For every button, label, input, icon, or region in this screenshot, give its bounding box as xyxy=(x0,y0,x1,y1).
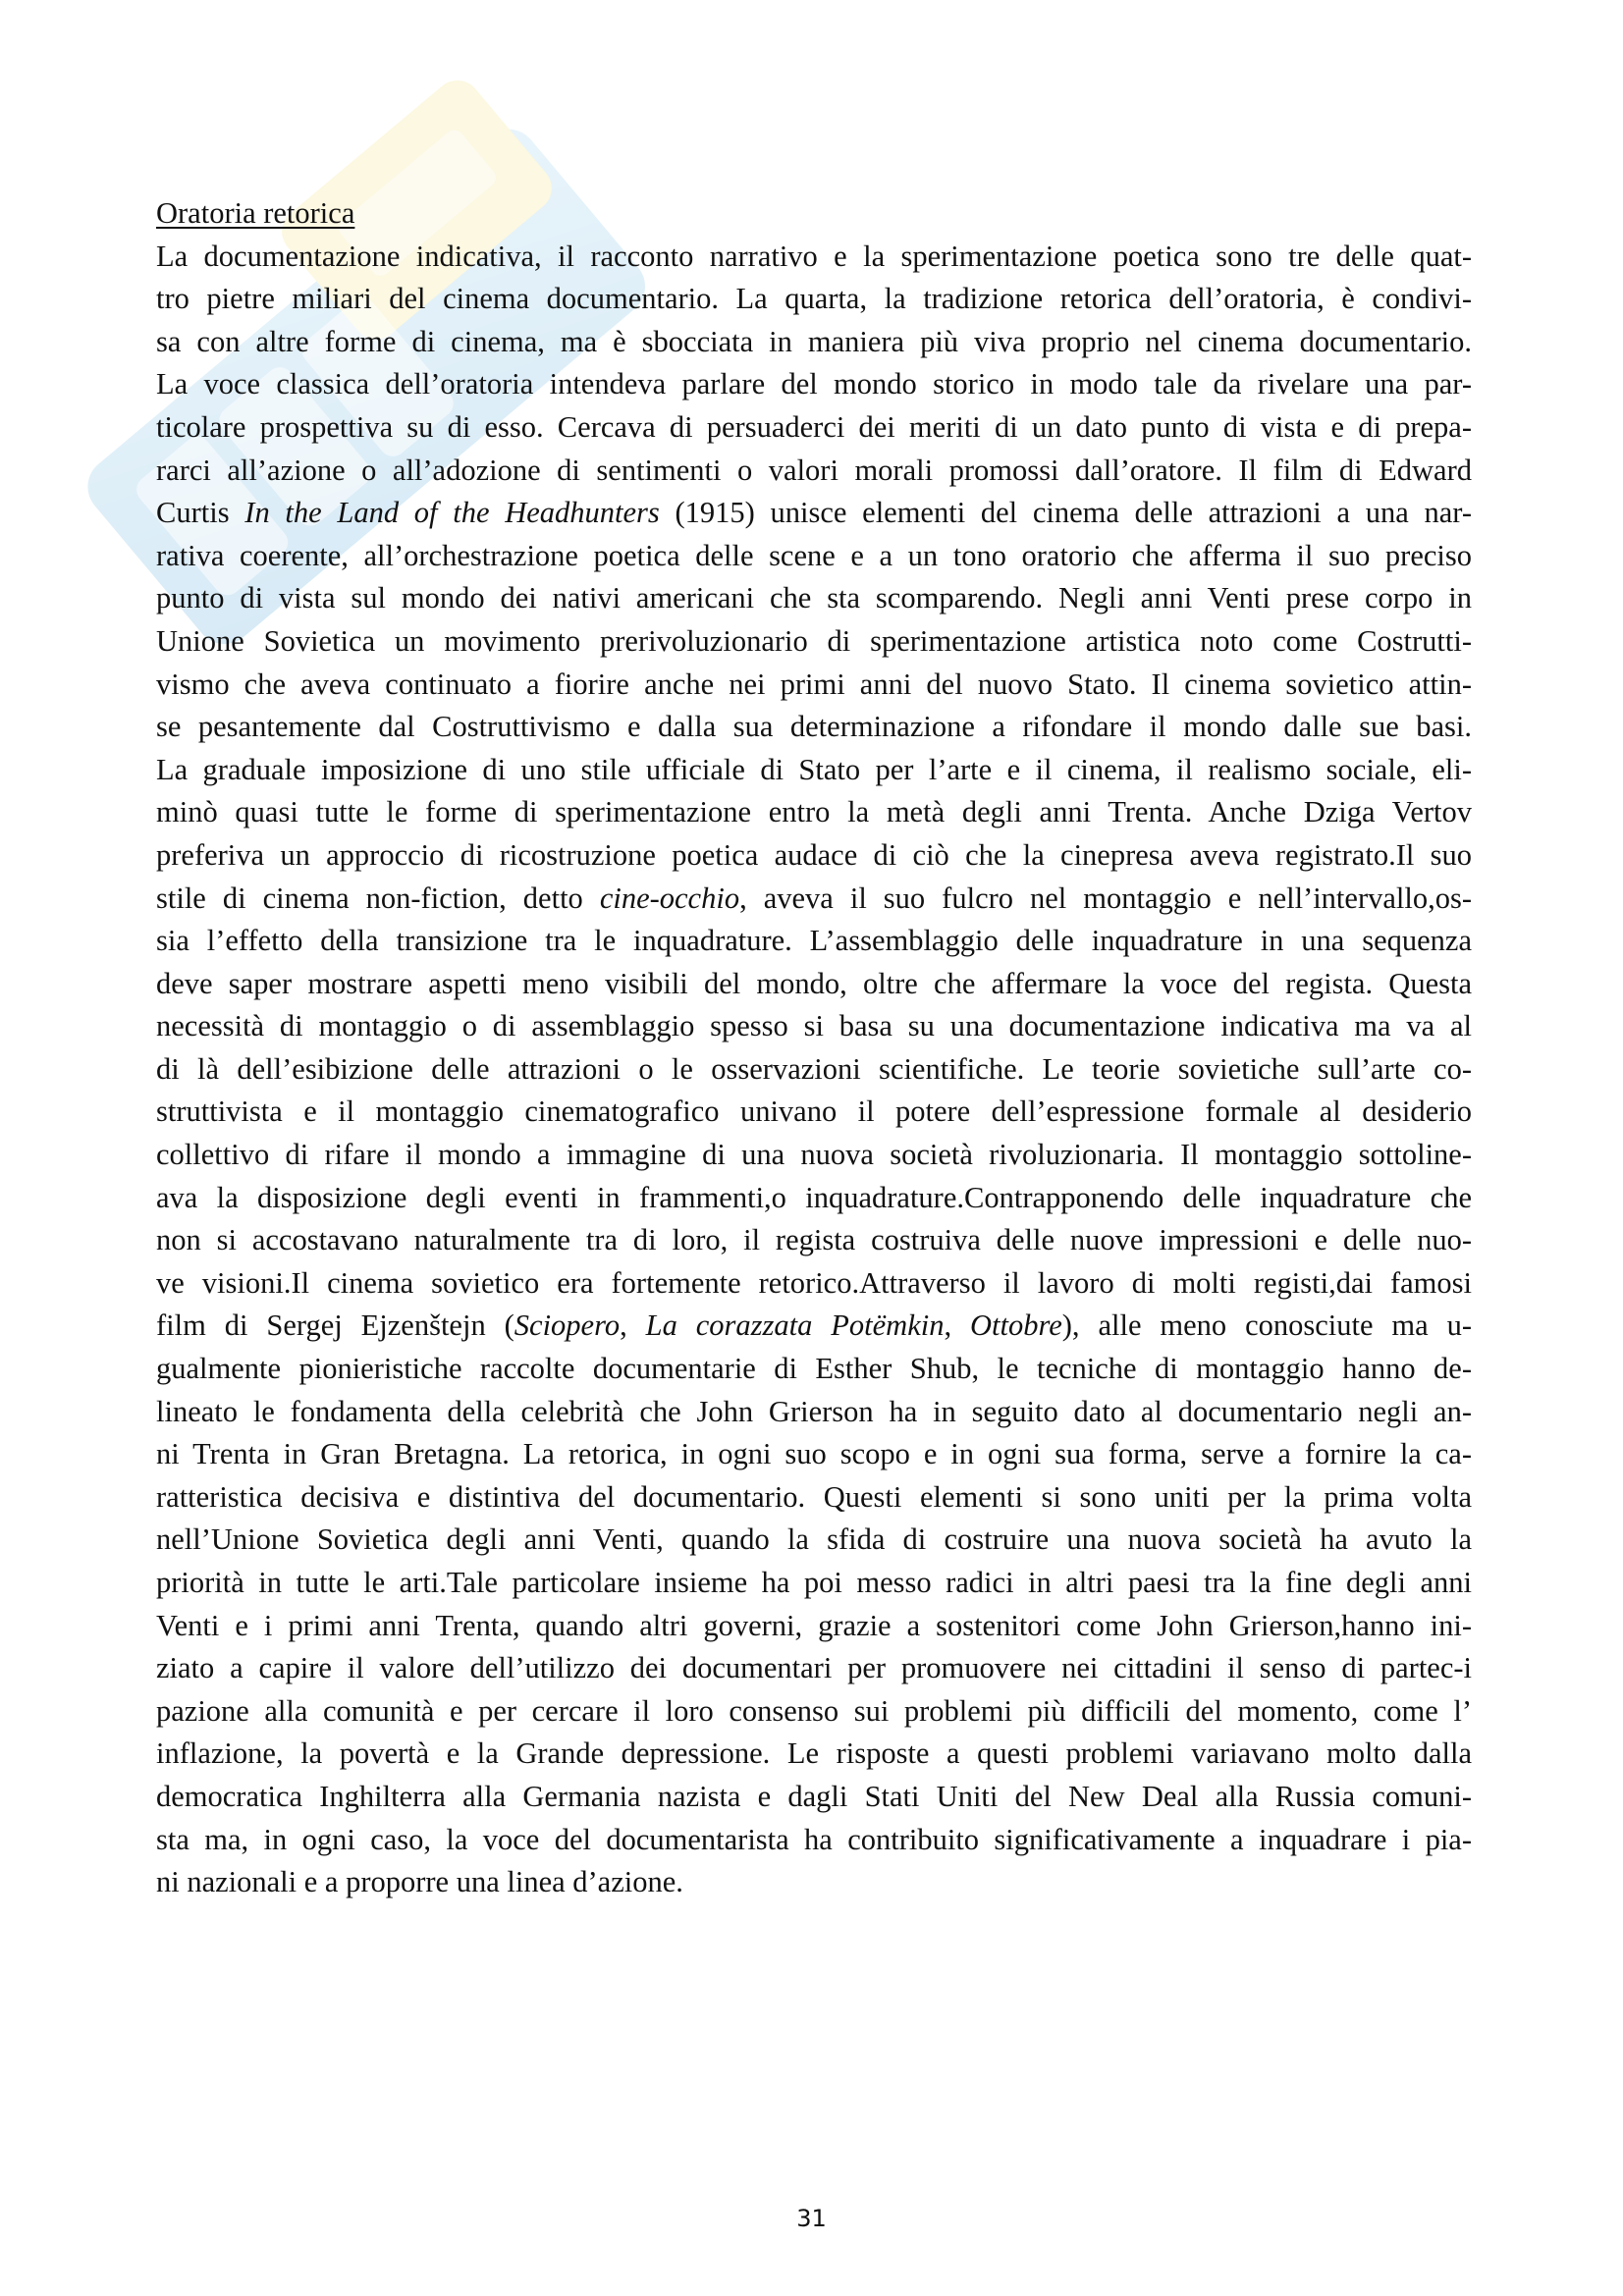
document-body xyxy=(156,192,1472,1904)
text-line: ava la disposizione degli eventi in frammenti,o inquadrature.Contrapponendo delle inquadrature che xyxy=(156,1180,1472,1214)
text-line: nell’Unione Sovietica degli anni Venti, quando la sfida di costruire una nuova società ha avuto la xyxy=(156,1522,1472,1557)
text-line: minò quasi tutte le forme di sperimentazione entro la metà degli anni Trenta. Anche Dziga Vertov xyxy=(156,795,1472,829)
text-line: vismo che aveva continuato a fiorire anche nei primi anni del nuovo Stato. Il cinema sovietico attin- xyxy=(156,667,1472,701)
text-line: Curtis In the Land of the Headhunters (1915) unisce elementi del cinema delle attrazioni a una nar- xyxy=(156,496,1472,530)
text-line: struttivista e il montaggio cinematografico univano il potere dell’espressione formale al desiderio xyxy=(156,1095,1472,1129)
italic-title: Sciopero xyxy=(514,1308,621,1343)
text-line: se pesantemente dal Costruttivismo e dalla sua determinazione a rifondare il mondo dalle sue basi. xyxy=(156,710,1472,744)
italic-title: cine-occhio xyxy=(599,881,740,915)
text-line: ticolare prospettiva su di esso. Cercava di persuaderci dei meriti di un dato punto di vista e di prepa- xyxy=(156,409,1472,444)
paragraph xyxy=(156,236,1472,1904)
text-line: stile di cinema non-fiction, detto cine-occhio, aveva il suo fulcro nel montaggio e nell’intervallo,os- xyxy=(156,881,1472,915)
text-line: La graduale imposizione di uno stile ufficiale di Stato per l’arte e il cinema, il realismo sociale, eli- xyxy=(156,752,1472,786)
text-line: inflazione, la povertà e la Grande depressione. Le risposte a questi problemi variavano molto dalla xyxy=(156,1736,1472,1771)
text-line: rativa coerente, all’orchestrazione poetica delle scene e a un tono oratorio che afferma il suo preciso xyxy=(156,538,1472,572)
text-line: Unione Sovietica un movimento prerivoluzionario di sperimentazione artistica noto come Costrutti- xyxy=(156,623,1472,658)
text-line: lineato le fondamenta della celebrità che John Grierson ha in seguito dato al documentario negli an- xyxy=(156,1394,1472,1428)
text-line: necessità di montaggio o di assemblaggio spesso si basa su una documentazione indicativa ma va al xyxy=(156,1009,1472,1043)
text-line: pazione alla comunità e per cercare il loro consenso sui problemi più difficili del momento, come l’ xyxy=(156,1693,1472,1728)
text-line: deve saper mostrare aspetti meno visibili del mondo, oltre che affermare la voce del regista. Questa xyxy=(156,966,1472,1000)
text-line: sa con altre forme di cinema, ma è sbocciata in maniera più viva proprio nel cinema documentario. xyxy=(156,324,1472,358)
italic-title: In the Land of the Headhunters xyxy=(244,496,660,530)
text-line: sia l’effetto della transizione tra le inquadrature. L’assemblaggio delle inquadrature in una sequenza xyxy=(156,924,1472,958)
text-line: gualmente pionieristiche raccolte documentarie di Esther Shub, le tecniche di montaggio hanno de- xyxy=(156,1352,1472,1386)
text-line: ziato a capire il valore dell’utilizzo dei documentari per promuovere nei cittadini il senso di partec-i xyxy=(156,1651,1472,1685)
text-line: collettivo di rifare il mondo a immagine di una nuova società rivoluzionaria. Il montaggio sottoline- xyxy=(156,1138,1472,1172)
text-line: La documentazione indicativa, il racconto narrativo e la sperimentazione poetica sono tre delle quat- xyxy=(156,239,1472,273)
text-line: preferiva un approccio di ricostruzione poetica audace di ciò che la cinepresa aveva registrato.Il suo xyxy=(156,837,1472,872)
page-number: 31 xyxy=(796,2205,827,2232)
text-line: punto di vista sul mondo dei nativi americani che sta scomparendo. Negli anni Venti prese corpo in xyxy=(156,581,1472,615)
text-line: ve visioni.Il cinema sovietico era fortemente retorico.Attraverso il lavoro di molti registi,dai famosi xyxy=(156,1265,1472,1300)
text-line: La voce classica dell’oratoria intendeva parlare del mondo storico in modo tale da rivelare una par- xyxy=(156,367,1472,401)
text-line: non si accostavano naturalmente tra di loro, il regista costruiva delle nuove impressioni e delle nuo- xyxy=(156,1223,1472,1257)
italic-title: Ottobre xyxy=(970,1308,1062,1343)
text-line: ratteristica decisiva e distintiva del documentario. Questi elementi si sono uniti per la prima volta xyxy=(156,1479,1472,1514)
text-line: ni nazionali e a proporre una linea d’azione. xyxy=(156,1865,683,1899)
text-line: rarci all’azione o all’adozione di sentimenti o valori morali promossi dall’oratore. Il film di Edward xyxy=(156,453,1472,487)
italic-title: La corazzata Potëmkin xyxy=(645,1308,945,1343)
section-heading: Oratoria retorica xyxy=(156,196,355,230)
text-line: film di Sergej Ejzenštejn (Sciopero, La corazzata Potëmkin, Ottobre), alle meno conosciute ma u- xyxy=(156,1308,1473,1343)
text-line: ni Trenta in Gran Bretagna. La retorica, in ogni suo scopo e in ogni sua forma, serve a fornire la ca- xyxy=(156,1437,1472,1471)
text-line: Venti e i primi anni Trenta, quando altri governi, grazie a sostenitori come John Grierson,hanno ini- xyxy=(156,1608,1472,1642)
text-line: priorità in tutte le arti.Tale particolare insieme ha poi messo radici in altri paesi tra la fine degli anni xyxy=(156,1566,1472,1599)
text-line: sta ma, in ogni caso, la voce del documentarista ha contribuito significativamente a inquadrare i pia- xyxy=(156,1822,1472,1856)
text-line: democratica Inghilterra alla Germania nazista e dagli Stati Uniti del New Deal alla Russia comuni- xyxy=(156,1779,1472,1813)
text-line: tro pietre miliari del cinema documentario. La quarta, la tradizione retorica dell’oratoria, è condivi- xyxy=(156,282,1472,316)
text-line: di là dell’esibizione delle attrazioni o le osservazioni scientifiche. Le teorie sovietiche sull’arte co- xyxy=(156,1051,1472,1086)
